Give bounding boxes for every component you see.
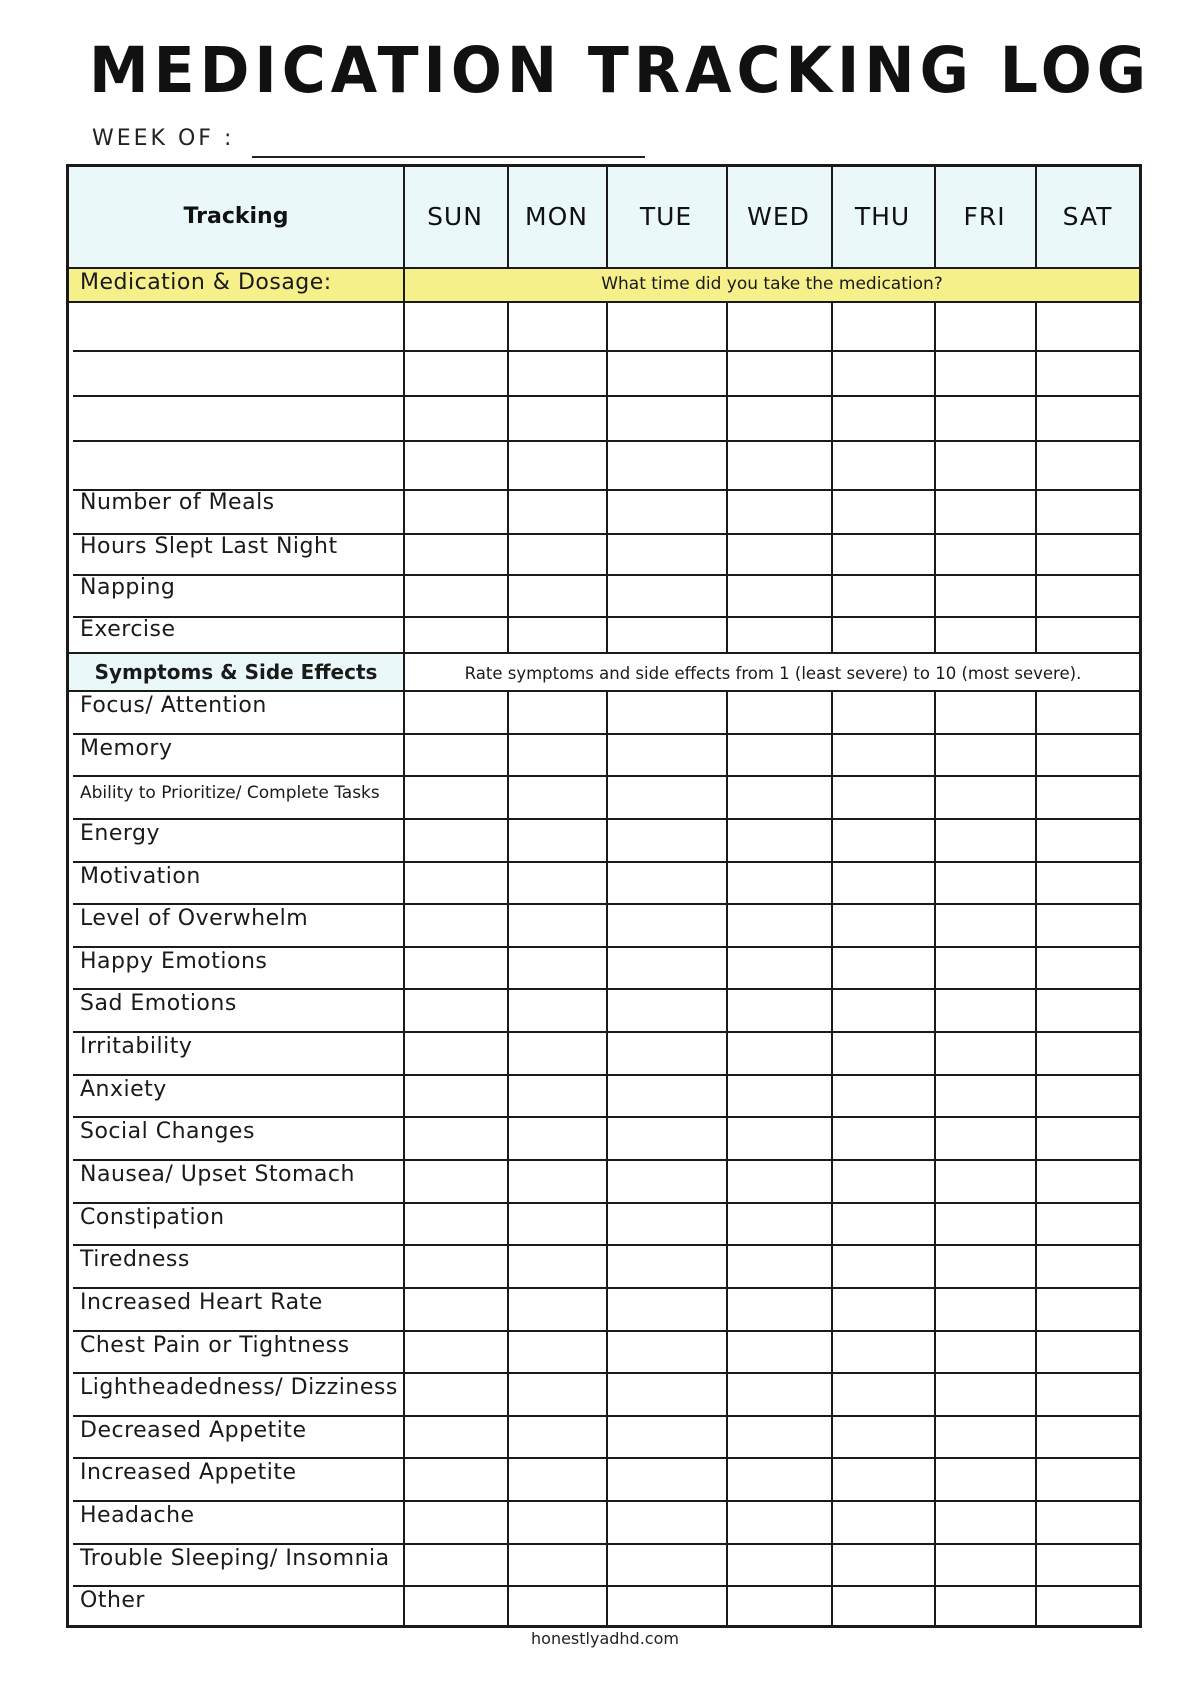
day-column-divider: [1035, 301, 1037, 652]
day-column-divider: [606, 301, 608, 652]
symptom-item-label: Social Changes: [80, 1119, 255, 1145]
day-column-divider: [507, 164, 509, 267]
day-header-tue: TUE: [639, 202, 693, 231]
week-of-label: WEEK OF :: [92, 126, 235, 151]
symptom-item-label: Tiredness: [80, 1247, 190, 1273]
day-column-divider: [831, 164, 833, 267]
day-column-divider: [507, 690, 509, 1628]
day-header-sun: SUN: [427, 202, 483, 231]
day-header-thu: THU: [854, 202, 911, 231]
symptom-item-label: Ability to Prioritize/ Complete Tasks: [80, 783, 380, 804]
symptom-item-label: Increased Appetite: [80, 1460, 297, 1486]
day-column-divider: [726, 690, 728, 1628]
symptom-item-label: Happy Emotions: [80, 948, 268, 974]
day-column-divider: [606, 164, 608, 267]
tracking-header: Tracking: [183, 204, 289, 229]
symptom-item-label: Nausea/ Upset Stomach: [80, 1162, 355, 1187]
day-header-fri: FRI: [963, 202, 1006, 231]
day-column-divider: [1035, 690, 1037, 1628]
day-column-divider: [934, 301, 936, 652]
tracking-column-divider: [403, 164, 405, 1628]
daily-item-label: Napping: [80, 575, 176, 600]
symptom-item-label: Anxiety: [80, 1076, 167, 1102]
symptoms-header-label: Symptoms & Side Effects: [94, 660, 378, 684]
symptom-item-label: Headache: [80, 1503, 195, 1529]
symptom-item-label: Chest Pain or Tightness: [80, 1332, 350, 1358]
day-column-divider: [934, 164, 936, 267]
tracking-table: [66, 164, 1142, 1628]
symptom-item-label: Irritability: [80, 1034, 193, 1060]
day-column-divider: [1035, 164, 1037, 267]
day-header-sat: SAT: [1062, 202, 1113, 231]
medication-row-divider: [68, 301, 1139, 303]
symptom-item-label: Focus/ Attention: [80, 693, 267, 718]
day-column-divider: [726, 164, 728, 267]
symptom-item-label: Motivation: [80, 863, 201, 889]
symptom-item-label: Energy: [80, 820, 161, 846]
symptom-item-label: Constipation: [80, 1204, 225, 1230]
day-column-divider: [934, 690, 936, 1628]
week-of-input-line[interactable]: [252, 156, 645, 158]
day-column-divider: [507, 301, 509, 652]
symptom-item-label: Decreased Appetite: [80, 1417, 307, 1443]
symptom-item-label: Sad Emotions: [80, 991, 237, 1017]
day-header-mon: MON: [525, 202, 588, 231]
daily-item-label: Number of Meals: [80, 490, 275, 515]
medication-dosage-label: Medication & Dosage:: [80, 270, 332, 295]
day-header-wed: WED: [747, 202, 810, 231]
day-column-divider: [726, 301, 728, 652]
symptoms-rating-note: Rate symptoms and side effects from 1 (least severe) to 10 (most severe).: [464, 664, 1082, 683]
symptom-item-label: Lightheadedness/ Dizziness: [80, 1375, 398, 1401]
page-title: MEDICATION TRACKING LOG: [88, 34, 1152, 108]
section-divider: [68, 690, 1139, 692]
day-column-divider: [831, 301, 833, 652]
daily-item-label: Exercise: [80, 617, 176, 642]
symptom-item-label: Level of Overwhelm: [80, 906, 309, 932]
day-column-divider: [606, 690, 608, 1628]
symptom-item-label: Memory: [80, 735, 173, 761]
symptom-item-label: Other: [80, 1588, 145, 1614]
symptom-item-label: Increased Heart Rate: [80, 1289, 323, 1315]
section-divider: [68, 652, 1139, 654]
header-divider: [68, 267, 1139, 269]
footer-url: honestlyadhd.com: [531, 1629, 679, 1648]
day-column-divider: [831, 690, 833, 1628]
symptom-item-label: Trouble Sleeping/ Insomnia: [80, 1545, 390, 1571]
medication-time-note: What time did you take the medication?: [601, 274, 943, 294]
daily-item-label: Hours Slept Last Night: [80, 534, 338, 559]
